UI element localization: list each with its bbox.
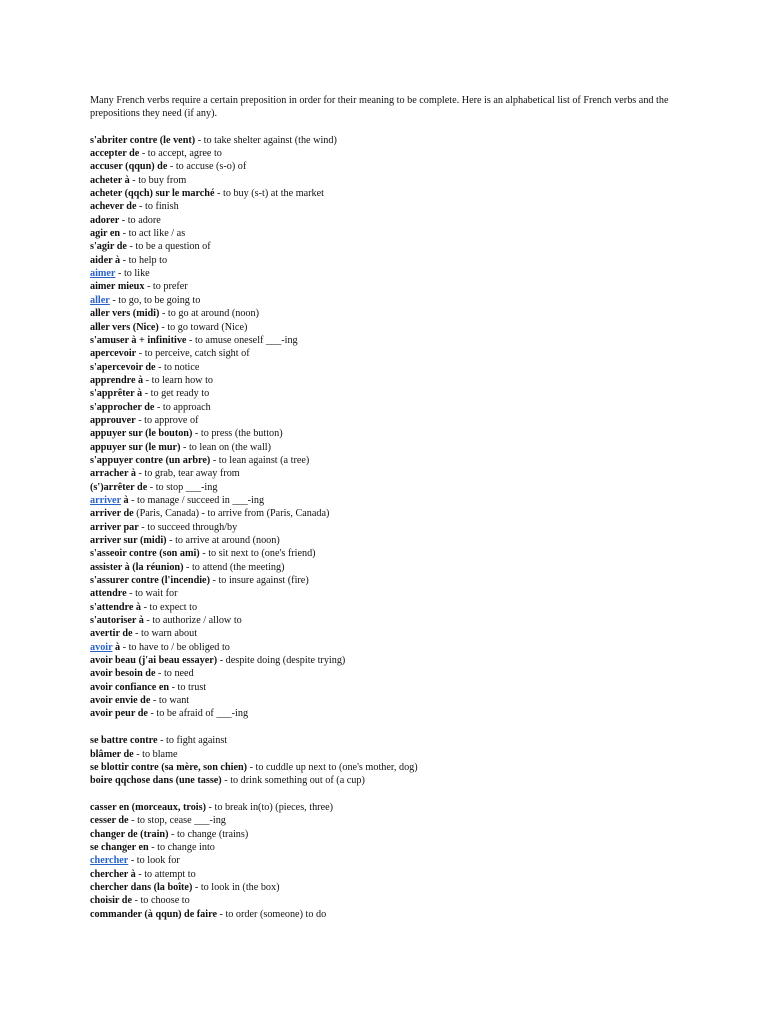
verb-link[interactable]: aimer (90, 268, 116, 280)
verb-term: apprendre à (90, 374, 144, 386)
verb-term: assister à (la réunion) (90, 561, 184, 573)
verb-entry (90, 908, 690, 921)
verb-term: s'abriter contre (le vent) (90, 134, 196, 146)
verb-entry (90, 387, 690, 400)
verb-definition: - to prefer (144, 281, 188, 293)
verb-preposition: à (112, 641, 121, 653)
verb-definition: - to change into (148, 841, 215, 853)
verb-entry (90, 894, 690, 907)
verb-link[interactable]: chercher (90, 855, 129, 867)
verb-entry (90, 854, 690, 867)
intro-paragraph: Many French verbs require a certain preposition in order for their meaning to be complete. Here is an alphabetical list of French verbs and the prepositions they need (if any). (90, 95, 669, 120)
verb-definition: - to trust (169, 681, 207, 693)
verb-definition: - to approach (154, 401, 211, 413)
verb-entry (90, 881, 690, 894)
verb-term: s'assurer contre (l'incendie) (90, 575, 210, 587)
verb-group (90, 734, 690, 787)
verb-entry (90, 868, 690, 881)
verb-term: acheter (qqch) sur le marché (90, 188, 215, 200)
verb-term: acheter à (90, 174, 130, 186)
verb-entry (90, 494, 690, 507)
verb-term: avoir besoin de (90, 668, 156, 680)
verb-entry (90, 147, 690, 160)
verb-entry (90, 667, 690, 680)
verb-definition: - to sit next to (one's friend) (199, 548, 316, 560)
verb-entry (90, 574, 690, 587)
verb-term: cesser de (90, 815, 129, 827)
verb-definition: - to insure against (fire) (209, 575, 309, 587)
verb-term: s'agir de (90, 241, 127, 253)
verb-term: s'asseoir contre (son ami) (90, 548, 200, 560)
verb-definition: - to expect to (141, 601, 198, 613)
verb-definition: - to like (115, 268, 150, 280)
verb-entry (90, 454, 690, 467)
verb-term: se battre contre (90, 735, 158, 747)
verb-definition: - to drink something out of (a cup) (221, 775, 365, 787)
verb-entry (90, 347, 690, 360)
verb-definition: - to buy (s-t) at the market (214, 188, 324, 200)
verb-term: avoir envie de (90, 695, 151, 707)
verb-term: arracher à (90, 468, 136, 480)
verb-definition: - to be afraid of ___-ing (147, 708, 249, 720)
verb-entry (90, 401, 690, 414)
verb-definition: - to wait for (126, 588, 178, 600)
verb-term: appuyer sur (le mur) (90, 441, 181, 453)
verb-definition: - to arrive at around (noon) (166, 535, 280, 546)
verb-entry (90, 641, 690, 654)
verb-definition: - to learn how to (143, 374, 214, 386)
verb-term: achever de (90, 201, 137, 213)
verb-definition: - to press (the button) (192, 428, 283, 440)
verb-entry (90, 361, 690, 374)
verb-definition: - to go toward (Nice) (158, 321, 248, 333)
verb-definition: - to break in(to) (pieces, three) (206, 801, 334, 813)
verb-entry (90, 214, 690, 227)
verb-term: aller vers (Nice) (90, 321, 159, 333)
verb-term: commander (à qqun) de faire (90, 908, 217, 920)
verb-definition: - to order (someone) to do (216, 908, 327, 920)
verb-definition: - to want (150, 695, 190, 707)
verb-term: aller vers (midi) (90, 308, 160, 320)
verb-term: changer de (train) (90, 828, 169, 840)
verb-list (90, 134, 690, 921)
verb-term: s'attendre à (90, 601, 142, 613)
verb-definition: - to stop, cease ___-ing (128, 815, 226, 827)
verb-entry (90, 174, 690, 187)
verb-term: apercevoir (90, 348, 137, 360)
verb-entry (90, 187, 690, 200)
verb-definition: - to choose to (131, 895, 190, 907)
verb-entry (90, 200, 690, 213)
verb-term: accuser (qqun) de (90, 161, 168, 173)
verb-term: accepter de (90, 148, 140, 160)
verb-entry (90, 707, 690, 720)
verb-entry (90, 374, 690, 387)
verb-entry (90, 561, 690, 574)
verb-term: avoir confiance en (90, 681, 170, 693)
verb-entry (90, 828, 690, 841)
verb-definition: (Paris, Canada) - to arrive from (Paris, Canada) (133, 508, 330, 520)
verb-definition: - to warn about (132, 628, 198, 640)
verb-definition: - to attempt to (135, 868, 196, 880)
verb-entry (90, 240, 690, 253)
verb-definition: - to succeed through/by (138, 521, 238, 533)
verb-definition: - to adore (119, 214, 161, 226)
verb-definition: - to blame (133, 748, 178, 760)
verb-group (90, 801, 690, 921)
verb-entry (90, 534, 690, 547)
verb-definition: - to go, to be going to (109, 294, 201, 306)
verb-definition: - to stop ___-ing (147, 481, 218, 493)
verb-definition: - to approve of (135, 414, 199, 426)
verb-entry (90, 414, 690, 427)
verb-term: se blottir contre (sa mère, son chien) (90, 761, 248, 773)
verb-entry (90, 801, 690, 814)
verb-term: aimer mieux (90, 281, 145, 293)
verb-definition: - to accept, agree to (139, 148, 222, 160)
verb-entry (90, 814, 690, 827)
verb-entry (90, 507, 690, 520)
verb-entry (90, 467, 690, 480)
verb-definition: - to finish (136, 201, 179, 213)
verb-entry (90, 761, 690, 774)
verb-entry (90, 841, 690, 854)
verb-definition: - to perceive, catch sight of (136, 348, 250, 360)
verb-definition: - to lean on (the wall) (180, 441, 271, 453)
verb-definition: - to manage / succeed in ___-ing (128, 494, 265, 506)
verb-term: se changer en (90, 841, 149, 853)
verb-term: appuyer sur (le bouton) (90, 428, 193, 440)
verb-term: agir en (90, 228, 121, 240)
verb-entry (90, 307, 690, 320)
verb-definition: - to get ready to (142, 388, 210, 400)
verb-link[interactable]: aller (90, 294, 110, 306)
verb-entry (90, 654, 690, 667)
verb-definition: - to amuse oneself ___-ing (186, 334, 298, 346)
verb-term: avoir peur de (90, 708, 148, 720)
verb-definition: - to fight against (157, 735, 228, 747)
verb-term: arriver de (90, 508, 134, 520)
verb-definition: - to take shelter against (the wind) (195, 134, 337, 146)
verb-entry (90, 748, 690, 761)
verb-term: avoir beau (j'ai beau essayer) (90, 655, 218, 667)
verb-preposition: à (120, 494, 129, 506)
verb-definition: - to look in (the box) (192, 881, 280, 893)
verb-definition: - to be a question of (126, 241, 211, 253)
verb-term: blâmer de (90, 748, 134, 760)
verb-definition: - to go at around (noon) (159, 308, 260, 320)
verb-definition: - to need (155, 668, 194, 680)
verb-definition: - to grab, tear away from (135, 468, 240, 480)
verb-entry (90, 694, 690, 707)
verb-link[interactable]: avoir (90, 641, 113, 653)
verb-entry (90, 547, 690, 560)
verb-definition: - to cuddle up next to (one's mother, dog) (247, 761, 418, 773)
verb-definition: - to authorize / allow to (143, 615, 242, 627)
verb-definition: - to attend (the meeting) (183, 561, 285, 573)
verb-entry (90, 160, 690, 173)
verb-entry (90, 427, 690, 440)
verb-entry (90, 254, 690, 267)
verb-link[interactable]: arriver (90, 494, 121, 506)
verb-term: adorer (90, 214, 120, 226)
verb-term: choisir de (90, 895, 132, 907)
verb-term: approuver (90, 414, 136, 426)
verb-term: s'apercevoir de (90, 361, 156, 373)
verb-entry (90, 321, 690, 334)
verb-term: boire qqchose dans (une tasse) (90, 775, 222, 787)
verb-definition: - to lean against (a tree) (210, 454, 310, 466)
verb-definition: - to change (trains) (168, 828, 249, 840)
verb-entry (90, 601, 690, 614)
verb-term: s'approcher de (90, 401, 155, 413)
verb-definition: - to have to / be obliged to (120, 641, 230, 653)
verb-term: casser en (morceaux, trois) (90, 801, 206, 813)
verb-term: s'amuser à + infinitive (90, 334, 187, 346)
verb-group (90, 134, 690, 721)
verb-definition: - to accuse (s-o) of (167, 161, 247, 173)
verb-entry (90, 481, 690, 494)
verb-entry (90, 587, 690, 600)
verb-definition: - to help to (120, 254, 168, 266)
verb-term: s'appuyer contre (un arbre) (90, 454, 211, 466)
verb-term: (s')arrêter de (90, 481, 148, 493)
verb-entry (90, 294, 690, 307)
document-body (90, 94, 690, 934)
verb-term: arriver sur (midi) (90, 535, 167, 546)
verb-entry (90, 267, 690, 280)
verb-entry (90, 134, 690, 147)
verb-entry (90, 681, 690, 694)
verb-entry (90, 774, 690, 787)
verb-entry (90, 521, 690, 534)
verb-term: attendre (90, 588, 127, 600)
verb-term: chercher à (90, 868, 136, 880)
verb-term: s'autoriser à (90, 615, 144, 627)
verb-term: avertir de (90, 628, 133, 640)
verb-definition: - to buy from (129, 174, 187, 186)
verb-entry (90, 280, 690, 293)
verb-term: chercher dans (la boîte) (90, 881, 193, 893)
verb-definition: - to look for (128, 855, 180, 867)
verb-term: aider à (90, 254, 121, 266)
verb-entry (90, 614, 690, 627)
verb-entry (90, 227, 690, 240)
verb-term: arriver par (90, 521, 139, 533)
verb-entry (90, 441, 690, 454)
verb-definition: - to notice (155, 361, 200, 373)
verb-definition: - to act like / as (120, 228, 186, 240)
verb-entry (90, 734, 690, 747)
verb-definition: - despite doing (despite trying) (217, 655, 346, 667)
verb-entry (90, 334, 690, 347)
verb-term: s'apprêter à (90, 388, 143, 400)
verb-entry (90, 627, 690, 640)
